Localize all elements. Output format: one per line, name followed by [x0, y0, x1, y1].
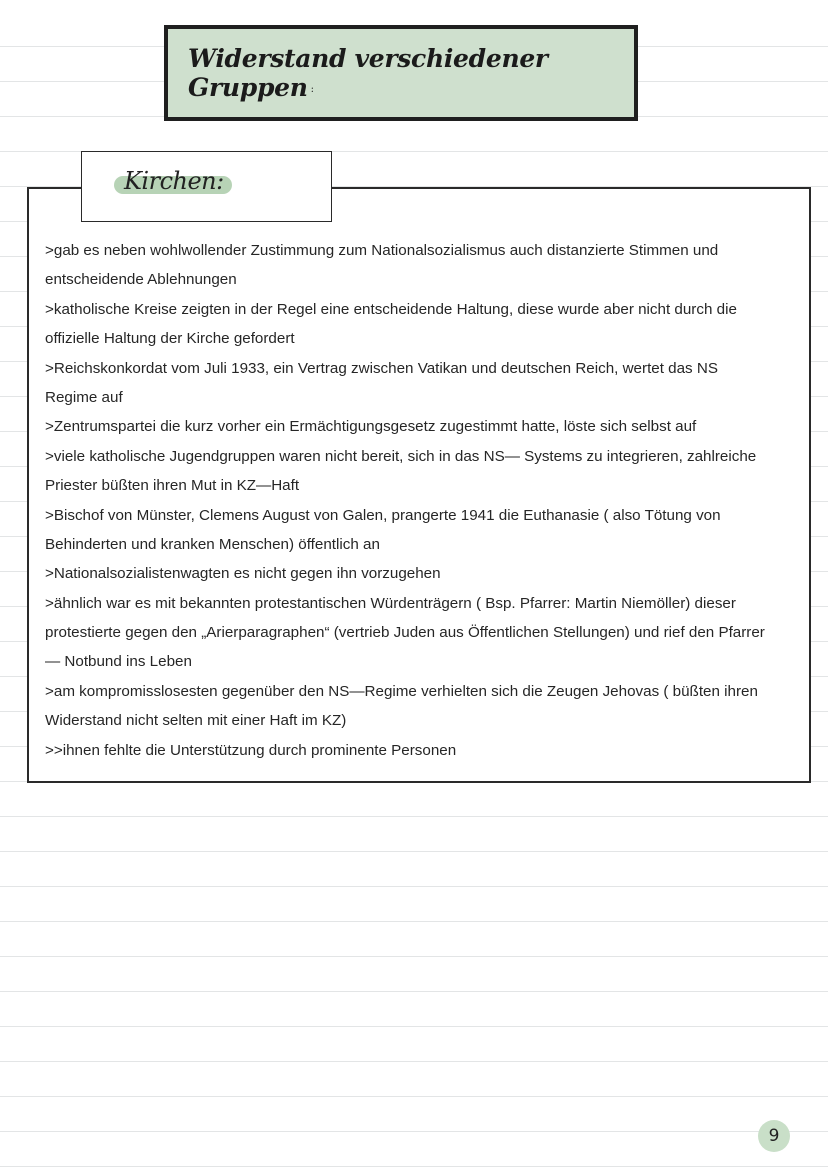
title-box [164, 25, 638, 121]
text-line: >>ihnen fehlte die Unterstützung durch prominente Personen [45, 741, 457, 759]
text-line: Priester büßten ihren Mut in KZ—Haft [45, 477, 300, 495]
text-line: entscheidende Ablehnungen [45, 271, 237, 289]
text-line: offizielle Haltung der Kirche gefordert [45, 330, 295, 348]
section-text [45, 236, 790, 765]
text-line: >viele katholische Jugendgruppen waren nicht bereit, sich in das NS— Systems zu integrieren, zahlreiche [45, 447, 757, 465]
text-line: >katholische Kreise zeigten in der Regel eine entscheidende Haltung, diese wurde aber nicht durch die [45, 300, 737, 318]
text-line: >Zentrumspartei die kurz vorher ein Ermächtigungsgesetz zugestimmt hatte, löste sich selbst auf [45, 418, 697, 436]
text-line: protestierte gegen den „Arierparagraphen“ (vertrieb Juden aus Öffentlichen Stellungen) und rief den Pfarrer [45, 624, 765, 642]
text-line: Widerstand nicht selten mit einer Haft im KZ) [45, 712, 347, 730]
page-number-badge [758, 1120, 790, 1152]
page-title-text: Widerstand verschiedener Gruppen [188, 44, 548, 102]
page-number: 9 [768, 1126, 780, 1146]
text-line: — Notbund ins Leben [45, 653, 192, 671]
text-line: >ähnlich war es mit bekannten protestantischen Würdenträgern ( Bsp. Pfarrer: Martin Niemöller) dieser [45, 594, 736, 612]
text-line: >Nationalsozialistenwagten es nicht gegen ihn vorzugehen [45, 565, 441, 583]
text-line: >gab es neben wohlwollender Zustimmung zum Nationalsozialismus auch distanzierte Stimmen und [45, 242, 719, 259]
text-line: Regime auf [45, 388, 123, 406]
page-title-colon: : [310, 84, 314, 95]
page-title [188, 44, 634, 102]
section-label: Kirchen: [124, 167, 224, 195]
text-line: >am kompromisslosesten gegenüber den NS—Regime verhielten sich die Zeugen Jehovas ( büßten ihren [45, 682, 758, 700]
text-line: >Reichskonkordat vom Juli 1933, ein Vertrag zwischen Vatikan und deutschen Reich, wertet das NS [45, 359, 718, 377]
text-line: >Bischof von Münster, Clemens August von Galen, prangerte 1941 die Euthanasie ( also Tötung von [45, 506, 721, 524]
text-line: Behinderten und kranken Menschen) öffentlich an [45, 535, 380, 553]
section-tab [81, 151, 332, 222]
